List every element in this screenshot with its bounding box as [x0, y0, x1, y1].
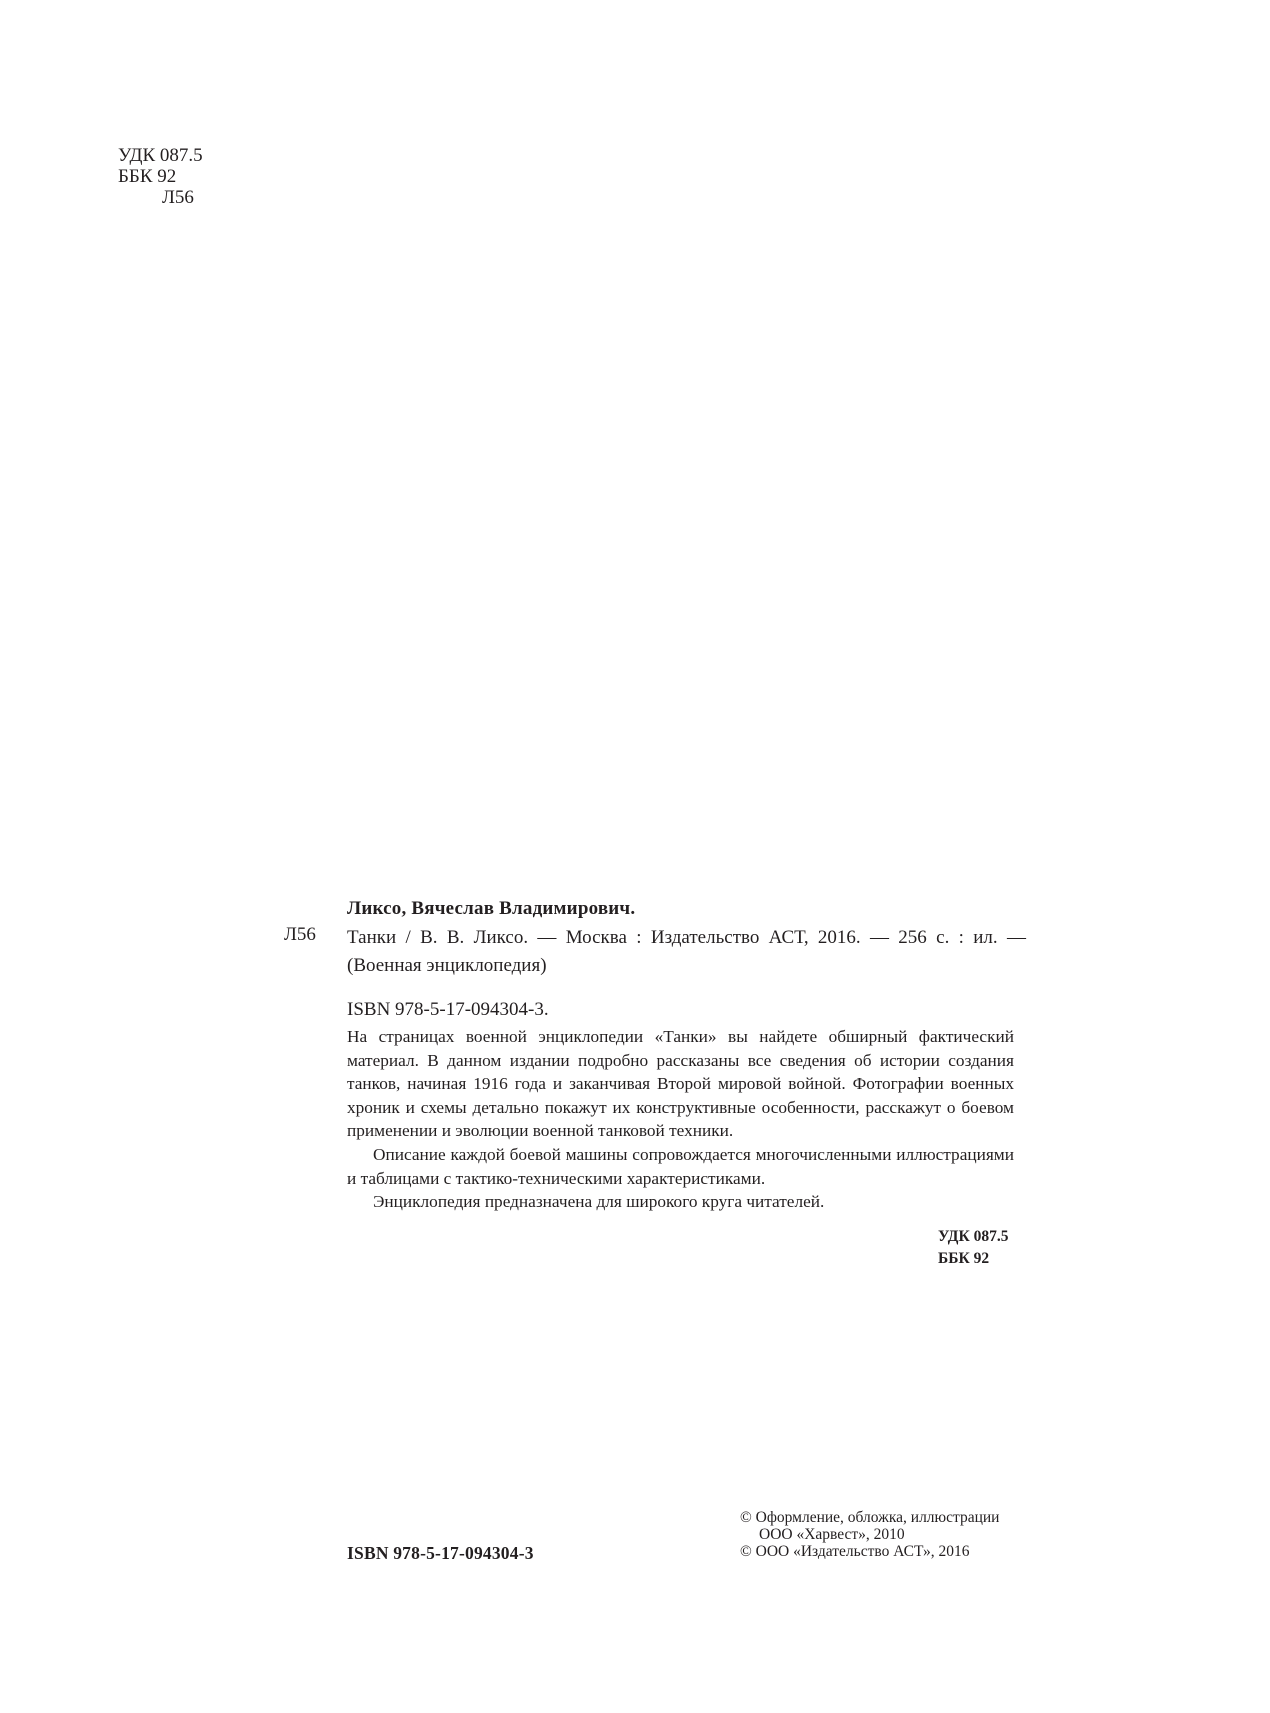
annotation-paragraph-1: На страницах военной энциклопедии «Танки» вы найдете обширный фактический материал. В данном издании подробно рассказаны все сведения об истории создания танков, начиная 1916 года и заканчивая Второй мировой войной. Фотографии военных хроник и схемы детально покажут их конструктивные особенности, расскажут о боевом применении и эволюции военной танковой техники.	[347, 1027, 1014, 1141]
author-mark-code: Л56	[284, 924, 316, 945]
annotation-paragraph-3: Энциклопедия предназначена для широкого круга читателей.	[373, 1192, 825, 1212]
copyright-line-1: © Оформление, обложка, иллюстрации	[740, 1509, 1000, 1526]
bibliographic-description: Танки / В. В. Ликсо. — Москва : Издательство АСТ, 2016. — 256 с. : ил. — (Военная энциклопедия)	[347, 927, 1026, 976]
copyright-line-3: © ООО «Издательство АСТ», 2016	[740, 1543, 970, 1560]
author-name: Ликсо, Вячеслав Владимирович.	[347, 898, 636, 919]
author-mark: Л56	[162, 187, 194, 208]
bottom-bbk-code: ББК 92	[938, 1250, 990, 1267]
bottom-classification	[938, 1226, 1008, 1270]
copyright-block	[740, 1509, 999, 1560]
annotation	[347, 1025, 1014, 1214]
udk-code: УДК 087.5	[118, 145, 203, 166]
isbn-bottom: ISBN 978-5-17-094304-3	[347, 1543, 534, 1563]
bottom-udk-code: УДК 087.5	[938, 1228, 1009, 1245]
copyright-line-2: ООО «Харвест», 2010	[759, 1526, 905, 1543]
bbk-code: ББК 92	[118, 166, 177, 187]
annotation-paragraph-2: Описание каждой боевой машины сопровождается многочисленными иллюстрациями и таблицами с тактико-техническими характеристиками.	[347, 1144, 1014, 1188]
top-classification	[118, 145, 203, 208]
isbn-entry: ISBN 978-5-17-094304-3.	[347, 999, 549, 1020]
